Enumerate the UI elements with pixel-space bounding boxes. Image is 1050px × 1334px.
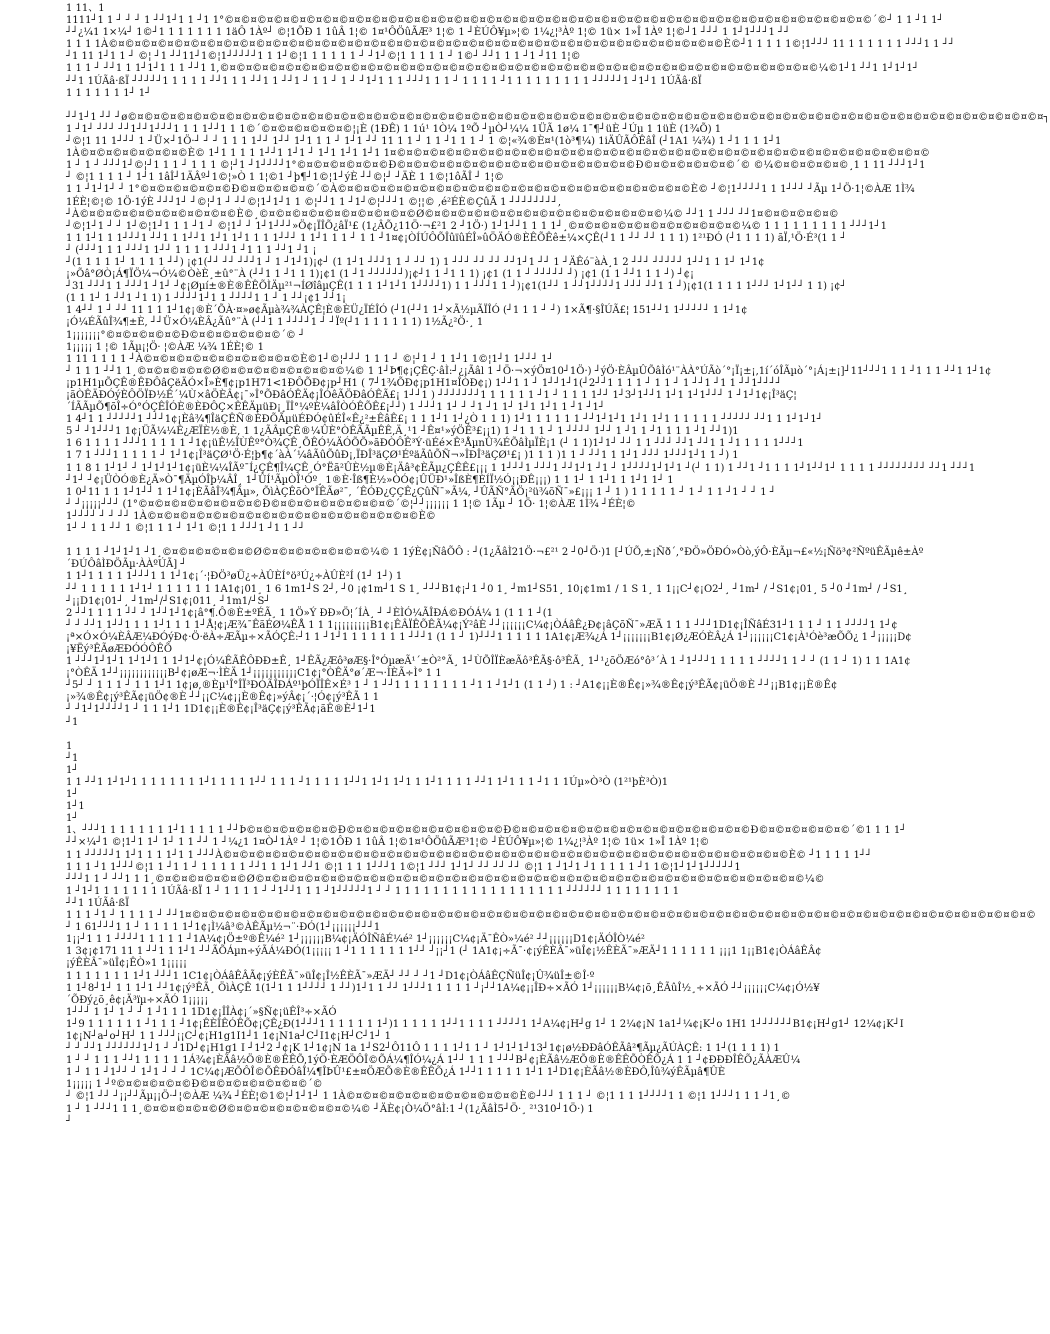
document-line: 1 1 1 1 ┘1┘1┘1 ┘1¸©¤©¤©¤©¤©¤©Ø©¤©¤©¤©¤©¤©¤©¼© 1 1ýÈ¢¡ÑâÕÔ : ┘(1¿ÃâÌ21Ö·¬£²¹ 2 ┘0┘Ö·)1 [┘ÚÕ,±¡Ñð´,°ÐÖ»ÖÐÓ»Òò,ýÔ·ÈÃµ¬£«½¡Ñö³¢²ÑºüÊÃµê±Àº	[66, 547, 924, 559]
document-line: 1 1 1 ┘1 ┘ 1 1 1 1 ┘ ┘┘1¤©¤©¤©¤©¤©¤©¤©¤©¤©¤©¤©¤©¤©¤©¤©¤©¤©¤©¤©¤©¤©¤©¤©¤©¤©¤©¤©¤©¤©¤©¤©¤©¤©¤©¤©¤©¤©¤©¤©¤©¤©¤©¤©¤©¤©¤©¤©¤©¤©¤©¤©¤©	[66, 910, 1036, 922]
document-line: 1¡¡¡¡¡ 1 ¦© 1Ãµ¡¦Ö· ¦©ÀÆ ¼¾ 1ÉÈ¦© 1	[66, 341, 264, 353]
document-line: 1┘┘┘ 1 1┘ 1 ┘ ┘ 1 ┘1 1 1 1D1¢¡ÎÎÀ¢¡´»§Ñ¢¡üÊÎ³÷×ÃÓ	[66, 1006, 337, 1018]
document-line: ┘©¦1 11 1┘┘┘ 1 ┘Ü×┘1Ö·┘ ┘ ┘ 1 1 1 1┘┘ 1┘┘ 1┘1 1 1 ┘ 1┘1 ┘┘ 11 1 1 ┘ 1 1 ┘1 1 1 ┘ 1 ©¦«¾®È¤¹(1ò³¶¼) 1iÄÛÃÔÊâÎ (┘1A1 ¼¾) 1 ┘1 1 1 1┘1	[66, 136, 782, 148]
document-line: 1ÉÈ¦©¦© 1Ö·1ýÈ ┘┘┘1┘ ┘©¦┘1 ┘ ┘┘©¦1┘1┘1 1 ©¦┘┘1 1 ┘1┘©¦┘┘┘1 ©¦¦© ,é²ÉÈ©ÇûÃ 1 ┘┘┘┘┘┘┘┘,	[66, 196, 562, 208]
document-line: ┘ ┘ ┘┘1 ┘┘┘┘┘┘1┘1 ┘ ┘1D┘¢¡H1g1 I ┘1┘2 ┘¢¡K 1┘1¢¡N 1a 1┘S2┘Ô11Ô 1 1 1 1┘1 1 ┘ 1┘1┘1┘13┘1¢¡ø½ÐÐâÓÊÃâ²¶Ãµ¿ÃÚÀÇÊ: 1 1┘(1 1 1 1) 1	[66, 1043, 780, 1055]
document-line: 1¡¡¡¡¡¡¡°©¤©¤©¤©¤©Ð©¤©¤©¤©¤©¤©´© ┘	[66, 329, 306, 341]
document-line: 1、┘┘┘1 1 1 1 1 1 1 1┘1 1 1 1 1 ┘┘Þ©¤©¤©¤©¤©¤©Ð©¤©¤©¤©¤©¤©¤©¤©¤©¤©Ð©¤©¤©¤©¤©¤©¤©¤©¤©¤©¤©¤©¤©¤©¤©Ð©¤©¤©¤©¤©¤©´©1 1 1 1┘	[66, 825, 907, 837]
document-page	[66, 3, 1050, 1328]
document-line: 1 ┘ ┘ 1 1 1 ┘┘1 1 1 1 1 1Á¾¢¡ÈÃâ½Ö®È®ÊÊÕ,1ýÖ·ÈÆÖÔÎ©ÕÁ¼¶ÎÓ¼¿Á 1┘┘ 1 1 1 ┘┘┘B┘¢¡ÈÃâ½ÆÕ®È®ÊÊÕÒÊÕ¿Á 1 1 ┘¢ÐÐÐÎÊÕ¿ÃÀÆÛ¼	[66, 1055, 801, 1067]
document-line: ┘31 ┘┘┘1 1 ┘┘┘1 ┘1┘ ┘¢¡Øµí±®È®ÊÊÕÌÄµ²¹¬ÍØîâµÇÊ(1 1 1 1┘1┘1 1┘┘┘┘1) 1 1 ┘┘┘1 1 ┘)¡¢1(1┘┘ 1 ┘┘1┘┘┘┘1 ┘┘┘ ┘┘1 1 ┘)¡¢1(1 1 1 1 1┘┘┘ 1┘1┘┘ 1 1) ¡¢┘	[66, 281, 847, 293]
document-line: 1¡¡¡¡¡ 1 ┘º©¤©¤©¤©¤©Ð©¤©¤©¤©¤©¤©¤©´©	[66, 1079, 323, 1091]
document-line: 1	[66, 740, 73, 752]
document-line: 1 0┘11 1 1 1┘1┘┘ 1 1┘1¢¡ÈÃâÎ¾¶Ãµ», ÕìÀÇÊõÒ°ÎÊÃø²¯, ´ÊÓÐ¿ÇÇÊ¿ÇûÑ¯»Ã¼, ┘ÛÃÑ°ÃÖ¡²ü¾õÑ¯»£¡¡¡ 1 ┘ 1 ) 1 1 1 1 1 ┘ 1 ┘ 1 1 ┘1 ┘ ┘ 1 ┘	[66, 486, 776, 498]
document-line	[66, 729, 950, 741]
document-line: 1111┘1 1 ┘ ┘ ┘ 1 ┘┘1┘1 1 ┘1 1°©¤©¤©¤©¤©¤©¤©¤©¤©¤©¤©¤©¤©¤©¤©¤©¤©¤©¤©¤©¤©¤©¤©¤©¤©¤©¤©¤©¤©¤©¤©¤©¤©¤©¤©¤©¤©¤©¤©¤©´©┘ 1 1 ┘1 1┘	[66, 15, 944, 27]
document-line: ┘ 1 1 1 ┘┘1 1¸©¤©¤©¤©¤©Ø©¤©¤©¤©¤©¤©¤©¤©¼© 1 1┘Þ¶¢¡ÇÊÇ·âÌ:┘¿¡Ãâl 1 ┘Ö·¬×ýÖ¤10┘1Ö·) ┘ýÖ·ÈÂµÛÕâÌó¹¨ÀÀ°ÚÃò´°¡Ï¡±¡,1í´óÎÃµò´°¡Á¡±¡]┘11┘┘┘1 1 1 ┘1 1 1 ┘┘1 1┘1¢	[66, 365, 992, 377]
document-line: 1 1 ┘┘┘┘┘1 1┘1 1 1 1┘1 1 ┘┘┘À©¤©¤©¤©¤©¤©¤©¤©¤©¤©¤©¤©¤©¤©¤©¤©¤©¤©¤©¤©¤©¤©¤©¤©¤©¤©¤©¤©¤©¤©¤©¤©¤©¤©¤©È© ┘1 1 1 1 1┘┘	[66, 849, 872, 861]
document-line: 1¡¡┘1 1 1 ┘┘┘┘1 1 1 1 1 ┘1A¼¢¡Ö±º®Ê¼é² 1┘¡¡¡¡¡¡B¼¢¡ÄÓÎÑâÉ¼é² 1┘¡¡¡¡¡¡C¼¢¡Ä¯ÊÒ»¼é² ┘┘¡¡¡¡¡¡D1¢¡ÄÓÎÒ¼é²	[66, 934, 645, 946]
document-line: 1┘ ┘ 1 1 ┘┘ 1 ©¦1 1 1 ┘ 1┘1 ©¦1 1 ┘┘┘1 ┘1 1 ┘┘	[66, 523, 305, 535]
document-line: ┘┘┘1 1 ┘ ┘┘1 1 1¸©¤©¤©¤©¤©¤©Ø©¤©¤©¤©¤©¤©¤©¤©¤©¤©¤©¤©¤©¤©¤©¤©¤©¤©¤©¤©¤©¤©¤©¤©¤©¤©¤©¤©¤©¤©¤©¤©¤©¤©¼©	[66, 873, 825, 885]
document-line: 5 ┘ ┘1┘┘┘1 1¢¡ÜÃ¼¼Ê¿ÆÏÈ½®È, 1 1¿ÃÂµÇÊ®¼ÛÈ°ÒÊÃÃµÊÊ,Ä¸¹1 ┘Ê¤¹»ýÖÊ³£¡¡1) 1 ┘1 1 1 ┘ 1 ┘┘┘┘ 1┘┘ 1 ┘1 1 ┘1 1 1 1 ┘1 ┘┘1)1	[66, 426, 739, 438]
document-line: ´ÐÚÔâÌÐÖÃµ·ÀÀºÚÃ] ┘	[66, 559, 187, 571]
document-line: ┘	[66, 1115, 73, 1127]
document-line: 1 1 1 1 1 1 1 1┘1 ┘┘┘1 1C1¢¡ÒÁâÊÂÃ¢¡ýÈÊÃ¯»üÎ¢¡Î½ÊÈÃ¯»ÆÄ┘ ┘┘ ┘ ┘1 ┘D1¢¡ÒÁâÊÇÑüÎ¢¡Û¾üÎ±©Î·º	[66, 970, 595, 982]
document-line: ┘┘¿¼1 1×¼┘ 1©┘1 1 1 1 1 1 1 1äÔ 1Àº┘ ©¦1ÕÐ 1 1ûÂ 1¦© 1¤¹ÔÖûÃÆ³ 1¦© 1 ┘ÈÚÔ¥µ»¦© 1¼¿¦³Àº 1¦© 1ü× 1»Î 1Àº 1¦©┘1 ┘┘┘ 1 1┘1┘┘┘1 ┘┘	[66, 27, 791, 39]
document-line: ┘┘1 1ÚÃâ·ßÏ ┘┘┘┘┘1 1 1 1 1 ┘┘1 1 1 ┘┘1 1 ┘┘1 ┘ 1 1 ┘ 1 ┘ ┘1┘1 1 1 ┘┘┘1 1 1 ┘ 1 1 1 1 ┘1 1 1 1 1 1 1 1 1 ┘┘┘┘┘1 ┘1┘1 1ÚÃâ·ßÏ	[66, 75, 702, 87]
document-line: 1 1┘1 1 1 1 1┘┘┘1 1 1┘1¢¡´·¦ÐÖ³øÜ¿÷ÀÛÈÍ°ö³Ú¿÷ÀÛÈ²Í (1┘ 1┘) 1	[66, 571, 403, 583]
document-line: ¡°ÒÊÄ 1┘┘¡¡¡¡¡¡¡¡¡¡¡¡B┘¢¡øÆ¬·ÌÈÄ 1┘¡¡¡¡¡¡¡¡¡¡¡C1¢¡°ÒÊÄ°ø´Æ¬·ÌÈÃ÷Ì° 1 1	[66, 668, 442, 680]
document-line: ┘┘1 1ÚÃâ·ßÏ	[66, 897, 130, 909]
document-line: ¡ª×Ó×Ó¼ÈÂÆ¼ÐÓýÐ¢·Ö·ëÀ÷ÆÃµ÷×ÃÓÇÊ:┘1 1 ┘1┘1 1 1 1 1 1 1 ┘┘┘1 (1 1 ┘ 1)┘┘┘1 1 1 1 1 1A1¢¡Æ¾¿Á 1┘¡¡¡¡¡¡¡B1¢¡Ø¿ÆÓÈÂ¿Á 1┘¡¡¡¡¡¡C1¢¡À¹Óè³æÕÕ¿ 1 ┘¡¡¡¡¡D¢	[66, 631, 912, 643]
document-line: ┘¡¡D1¢¡01┘¸ ┘1m┘/┘S1¢¡011¸ ┘1m1/┘S┘	[66, 595, 271, 607]
document-line: 1 ┘ 1 ┘ ┘┘┘1┘©¦┘1 1 1 ┘ 1 1 1 ©¦┘1 ┘1┘┘┘┘1°©¤©¤©¤©¤©¤©Ð©¤©¤©¤©¤©¤©¤©¤©¤©¤©¤©¤©¤©¤©¤©Ð©¤©¤©¤©¤©¤©´© ©¼©¤©¤©¤©¤©¸1 1 11 ┘┘┘1┘1	[66, 160, 926, 172]
document-line: ¡¥Ëý³ÊÃøÆÐÓÓÔÊÕ	[66, 643, 173, 655]
document-line: 1 ┘1┘ ┘┘┘ ┘┘1┘┘1┘┘┘1 1 1 1┘┘1 1 1©´©¤©¤©¤©¤©¤©¦¡È (1ÐÊ) 1 1ú¹ 1Ò¼ 1ºÕ ┘µÒ┘¼¼ 1ÜÃ 1ø¼ 1¯¶┘üÈ ┘Úµ 1 1üÈ (1¾Õ) 1	[66, 123, 722, 135]
document-line: ┘(1 1 1 1 1┘ 1 1 1 1 ┘┘) ¡¢1(┘┘ ┘┘ ┘┘┘1 ┘ 1 ┘1┘1)¡¢┘ (1 1┘1 ┘┘┘1 1 ┘ ┘┘ 1) 1 ┘┘┘ ┘┘ ┘┘ ┘┘1┘1 ┘┘ 1 ┘ÄÊó¨àÀ¸1 2 ┘┘┘ ┘┘┘┘┘ 1┘┘1 1 1┘ 1┘1¢	[66, 256, 765, 268]
document-line: ┘1	[66, 716, 79, 728]
document-line: ┘©¦1┘1 ┘ ┘ 1┘©¦1┘1 1 1 ┘1 ┘ ©¦1┘ ┘ 1┘1┘┘┘»Ö¢¡ÏÎÕ¿âÏ¹£ (1¿ÂÕ¿11Ö·¬£²1 2 ┘1Ö·) 1┘1┘┘1 1 1 1┘¸©¤©¤©¤©¤©¤©¤©¤©¤©¤©¤©¼© 1 1 1 1 1 1 1 1 1 ┘┘┘1┘1	[66, 220, 887, 232]
document-line: ┘ ┘1┘1┘┘┘┘1 ┘ 1 1 1┘1 1D1¢¡¡È®Ê¢¡Î³äÇ¢¡ý³ÊÃ¢¡ãÊ®È┘1┘1	[66, 704, 376, 716]
document-line: ┘┘ 1 1 1 1 1 1┘1┘ 1 1 1 1 1 1 1A1¢¡01¸ 1 6 1m1┘S 2┘, ┘0 ¡¢1m┘1 S 1¸ ┘┘┘B1¢¡┘1 ┘0 1¸ ┘m1┘S51¸ 10¡¢1m1 / 1 S 1¸ 1 1¡¡C┘¢¡O2┘¸ ┘1m┘ / ┘S1¢¡01¸ 5 ┘0 ┘1m┘ / ┘S1¸	[66, 583, 908, 595]
document-line: 1 1 1┘1 1 1┘┘┘1 ┘┘1 1 1┘┘1 1┘1 1┘1 1 1 1┘┘┘ 1 1┘1 1 1 ┘ 1 1 ┘1¤¢¡ÒÍÚÔÕÎûïûÉÎ»ûÖÄÓ®ÈÊÕÊê±¼×ÇÊ(┘1 1 ┘┘ ┘┘ 1 1 1) 1²¹ÐÓ (┘1 1 1 1) ãÏ,¹Ö·É³(1 1 ┘	[66, 232, 847, 244]
document-line: 1 ┘1┘1 1 1 1 1 1 1 1ÚÃâ·ßÏ 1 ┘ 1 1 1 1 ┘ ┘1┘┘1 1 1 ┘1┘┘┘┘┘1 ┘ ┘ 1 1 1 1 1 1 1 1 1 1 1 1 1 1 1 1 1 1 ┘┘┘┘┘┘ 1 1 1 1 1 1 1 1	[66, 885, 680, 897]
document-line: ┘┘1┘1 ┘┘ ┘ø©¤©¤©¤©¤©¤©¤©¤©¤©¤©¤©¤©¤©¤©¤©¤©¤©¤©¤©¤©¤©¤©¤©¤©¤©¤©¤©¤©¤©¤©¤©¤©¤©¤©¤©¤©¤©¤©¤©¤©¤©¤©¤©¤©¤©¤©¤©¤©¤©¤©¤©¤©¤©¤©¤©¤©¤┐	[66, 111, 1050, 123]
document-line: 1À©¤©¤©¤©¤©¤©¤©È© 1┘1 1 1 1 1┘┘1 1┘1 ┘ 1┘1 1┘1 1┘1 1¤©¤©¤©¤©¤©¤©¤©¤©¤©¤©¤©¤©¤©¤©¤©¤©¤©¤©¤©¤©¤©¤©¤©¤©¤©¤©¤©¤©¤©¤©¤©¤©¤©	[66, 148, 930, 160]
document-line: ¡Ó¼ÉÃûÎ¾¶±È, ┘┘Ü×Ó¼ÈÂ¿Ãû°¨À (┘┘1 1 ┘┘┘┘1 ┘ ┘Ïº(┘1 1 1 1 1 1 1) 1½Ã¿²Ö·¸ 1	[66, 317, 484, 329]
document-line: 1┘	[66, 813, 79, 825]
document-line: 1 4┘┘ 1 ┘ ┘┘ 11 1 1 1┘1¢¡®È´ÕÀ·¤»ø¢Ãµà¾¾ÀÇÊ¦È®ÈÜ¿ÏÉÎÓ (┘1(┘┘1 1┘×Ã½µÃÏÎÓ (┘1 1 1 ┘ ┘) 1×Ã¶·§ÎÚÃ£¦ 151┘┘1 1┘┘┘┘┘ 1 1┘1¢	[66, 305, 748, 317]
document-line: 1 1 ┘┘1 1┘1┘1 1 1 1 1 1 1 1┘1 1 1 1 1┘┘ 1 1 1 ┘1 1 1 1 1┘┘1 1┘1 1┘1 1 1┘1 1 1 1 ┘┘1 1┘1 1 1 ┘1 1 1Úµ»Ò³Ò (1²¹þÈ³Ò)1	[66, 777, 669, 788]
document-line: 1 1 1 1À©¤©¤©¤©¤©¤©¤©¤©¤©¤©¤©¤©¤©¤©¤©¤©¤©¤©¤©¤©¤©¤©¤©¤©¤©¤©¤©¤©¤©¤©¤©¤©¤©¤©¤©¤©¤©¤©È©┘1 1 1 1 1©¦1┘┘┘ 11 1 1 1 1 1 1 ┘┘┘1 1 ┘┘	[66, 39, 955, 51]
document-line: ┘ ┘¡¡¡¡¡┘┘┘ (1°©¤©¤©¤©¤©¤©¤©¤©Ð©¤©¤©¤©¤©¤©¤©¤©´©¦┘┘¡¡¡¡¡¡ 1 1¦© 1Ãµ ┘ 1Ö· 1¦©ÀÆ 1Ì¾ ┘ÉÈ¦©	[66, 498, 636, 510]
document-line: ┘1	[66, 752, 79, 764]
document-line: ´ÕÐý¿õ¸ê¢¡Ä³ïµ÷×ÃÓ 1¡¡¡¡¡	[66, 994, 209, 1006]
document-line: 1 11、1	[66, 3, 105, 14]
document-line: ¡ýÊÈÂ¯»üÎ¢¡ÊÒ»1 1¡¡¡¡¡	[66, 958, 187, 970]
document-line: ┘ 1 61┘┘┘1 1 ┘ 1 1 1 1 1┘1¢¡Ì¼â³©ÀÊÃµ½¬¨·ÐÓ(1┘¡¡¡¡¡¡┘┘┘1	[66, 922, 381, 934]
document-line: ¡ãÒÊÄÐÓýÈÔÖÏÐ½Ê´¼Ù×âÖÈÂ¢¡¯»Î°ÕÐâÓÊÄ¢¡ÎÓêÃÖÐâÓÊÃ£¡ 1┘┘1 ) ┘┘┘┘┘┘┘1 1 1 1 1 1 ┘1 ┘ 1 1 1 1┘┘ 1┘3┘1┘┘1 1┘1 1┘1┘┘┘ 1 ┘1┘1¢¡Î³äÇ¦	[66, 390, 797, 401]
document-line: ┘ ┘ ┘┘1 1┘┘1 1 1 1┘1 1 1 1┘Å¦¢¡Æ¾¯ÊãÉØ¼ÊÅ 1 1 1¡¡¡¡¡¡¡¡¡B1¢¡ÊÂÏÊÕÊÃ¼¢¡Ý²âÈ ┘┘¡¡¡¡¡¡C¼¢¡ÒÁâÊ¿Ð¢¡âÇõÑ¯»ÆÄ 1 1 1 ┘┘┘1D1¢¡ÎÑâÉ31┘1 1 1 ┘ 1 1 ┘┘┘┘1 1┘¢	[66, 619, 898, 631]
document-line: 1 ┘┘┘1┘1┘1 1┘1┘1 1 1┘1┘¢¡Ó¼ÊÃÊÔÐÐ±Ê¸ 1┘ÊÃ¿Æô³øÆ§·Î°ÓµæÃ¹´±Ò²°Ã¸ 1┘ÙÕÎÏÈæÃô³ÊÃ§·ô³ÊÃ¸ 1┘¹¿õÖÆó°ô³´À 1 ┘1┘┘┘1 1 1 1 1 ┘┘┘┘1 1 ┘ ┘ (1 1 ┘ 1) 1 1 1A1¢	[66, 656, 911, 668]
document-line: 1 1┘8┘1┘ 1 1 1┘1 ┘┘1¢¡ý³ÊÃ¸ ÖìÀÇÊ 1(1┘1 1 1┘┘┘┘ 1 ┘┘)1┘1 1 ┘┘ 1┘┘┘1 1 1 1 1 ┘¡┘┘1A¼¢¡¡ÎÐ÷×ÃÓ 1┘¡¡¡¡¡¡B¼¢¡õ¸ÊÃûÎ½¸÷×ÃÓ ┘┘¡¡¡¡¡¡C¼¢¡Ó½¥	[66, 982, 820, 994]
document-line: 1┘9 1 1 1 1 1 1 ┘1 1 1 ┘1¢¡ÊÈÎÊÓÊÕ¢¡ÇÊ¿Ð(1┘┘┘1 1 1 1 1 1 1┘)1 1 1 1 1 1┘┘1 1 1 1 ┘┘┘┘1 1┘A¼¢¡H┘g 1┘ 1 2¼¢¡N 1a1┘¼¢¡K┘o 1H1 1┘┘┘┘┘┘B1¢¡H┘g1┘ 12¼¢¡K┘I	[66, 1018, 904, 1030]
document-line: 1 1 8 1 1┘1┘ ┘ 1┘1┘1┘1¢¡üÈ¼¼ÎÃº¯Í¿ÇÊ¶Î¼ÇÊ¸Ó°Ëã²ÛÈ½µ®È¡Äâ³¢ÈÃµ¿ÇÊÊ£¡¡¡ 1 1┘┘┘1 ┘┘┘1 ┘┘1┘1 ┘1 ┘ 1┘┘┘┘1┘1┘1 ┘(┘ 1 1) 1 ┘┘1 ┘1 1 1 1┘1┘┘1┘ 1 1 1 1 ┘┘┘┘┘┘┘┘ ┘┘1 ┘┘┘1	[66, 462, 976, 474]
document-line	[66, 100, 950, 112]
document-line: ´ÍÃÃµÕ¶õÎ÷Ó°ÓÇÊÎÓÈ®ÈÐÔÇ×ÊÊÄµüÐ¡¸ÏÎ°¼ºÈ¼âÎÒÓÊÕÊ£¡┘┘) 1 ┘┘┘1 1┘ ┘ ┘1 ┘1 1┘ 1┘1 1┘1 1 ┘1 ┘1┘	[66, 402, 605, 414]
document-line: 1┘	[66, 789, 79, 801]
document-line: 1 1 1 1 1 1 1┘ 1┘	[66, 87, 152, 99]
document-line: 1 ┘ 1 1 ┘1┘┘ ┘ 1┘1 ┘ ┘ ┘ 1C¼¢¡ÆÕÔÎ©ÕÊÐÓâÎ¼¶ÎÞÛ¹£±¤ÖÆÕ®È®ÊÊÕ¿Á 1┘┘1 1 1 1 1 1┘1 1┘D1¢¡ÈÃâ½®ÈÐÔ,Îû¾ýÊÃµâ¶ÛÈ	[66, 1067, 726, 1079]
document-line: ┘ ©¦1 ┘┘ ┘¡¡┘┘Ãµ¡¡Ö·┘¦©ÀÆ ¼¾ ┘ÉÈ¦©1©¦┘1┘1┘ 1 1À©¤©¤©¤©¤©¤©¤©¤©¤©¤©¤©È©┘┘┘ 1 1 1 ┘ ©¦1 1 1 1┘┘┘┘1 1 ©¦1 1┘┘┘1 1 1 ┘1¸©	[66, 1091, 791, 1103]
document-line: ¡p1H1µÕÇÊ®ÊÐÔâÇëÄÓ×Î»È¶¢¡p1H71<1ÐÔÕÐ¢¡p┘H1 ( 7┘1¾ÕÐ¢¡p1H1¤ÎÒÐ¢¡) 1┘┘1 1 ┘ 1┘┘1┘1(┘2┘┘1 1 1 1 ┘ 1 1 ┘ 1 ┘┘1 ┘1 1 ┘┘1┘┘┘┘	[66, 377, 782, 389]
document-line: 1 1 1 ┘ ┘┘1 1 1┘1┘1 1 1 ┘┘1 1,©¤©¤©¤©¤©¤©¤©¤©¤©¤©¤©¤©¤©¤©¤©¤©¤©¤©¤©¤©¤©¤©¤©¤©¤©¤©¤©¤©¤©¤©¤©¤©¤©¤©¤©¤©¤©¼©1┘1 ┘┘1 1┘1┘1┘	[66, 63, 919, 75]
document-line: ┘1┘ ┘¢¡ÜÒÓ®È¿Ä»Ò¯¶ÄµÓÎþ¼ÂÎ¸ 1┘ÛÍ¹ÃµÒÎ¹Óº¸ 1®È·Îß¶È½»ÒÓ¢¡ÛÜÐ¹»ÎßÈ¶ÈÍÏ½Ó¡¡ÐÊ¡¡¡) 1 1 1┘ 1 1┘1 1 1┘1 1┘ 1	[66, 474, 674, 486]
document-line	[66, 535, 950, 547]
document-line: 1 6 1 1 1 1 ┘┘┘1 1 1 1 1 ┘1¢¡üÊ½ÎÙÊº°Ò¾ÇÊ¸ÕÊÓ¼ÄÓÕÕ»ãÐÒÔÊ³Ý·üÉé×Ê³ÅµnÛ¾ÉÕâÌµÏÈ¡1 (┘ 1 1)1┘1┘ ┘┘ 1 1 ┘┘┘ ┘┘1 ┘┘1 1 ┘1 1 1 1 1┘┘┘1	[66, 438, 804, 450]
document-line: 1 1 ┘1┘1┘ ┘ 1°©¤©¤©¤©¤©¤©Ð©¤©¤©¤©¤©´©À©¤©¤©¤©¤©¤©¤©¤©¤©¤©¤©¤©¤©¤©¤©¤©¤©¤©¤©¤©¤©¤©È© ┘©¦1┘┘┘┘1 1 1┘┘┘ ┘Ãµ 1┘Ö·1¦©ÀÆ 1Ì¾	[66, 184, 915, 196]
document-line: (1 1 1┘ 1 ┘┘1 ┘1 1) 1 ┘┘┘┘1┘1 1 ┘┘┘┘1 1 ┘ 1 ┘┘¡¢1 ┘┘1¡	[66, 293, 347, 305]
document-line: ¡»Õâ°ØÒ¡Á¶ÏÖ¼¬Ó¼©ÒèÈ¸±û°¨À (┘┘1 1 ┘1 1 1)¡¢1 (1 ┘1 ┘┘┘┘┘┘)¡¢┘1 1 ┘1 1 1) ¡¢1 (1 1 ┘ ┘┘┘┘┘ ┘) ¡¢1 (1 1 ┘┘1 1 1 ┘) ┘¢¡	[66, 269, 694, 281]
document-line: 1┘1	[66, 801, 85, 813]
document-line: 1 3¢¡¢171 11 1 ┘┘1 1 1┘1 ┘┘ÃÕÁµn÷ýÃÁ¼ÐÓ(1¡¡¡¡¡ 1 ┘1 1 1 1 1 1 1┘┘ ┘¡¡┘1 (┘ 1A1¢¡÷Ã¯·¢¡ýÊÈÂ¯»üÎ¢¡½ÊÈÃ¯»ÆÄ┘1 1 1 1 1 1 ¡¡¡1 1¡¡B1¢¡ÒÁâÊÂ¢	[66, 946, 822, 958]
document-line: ┘À©¤©¤©¤©¤©¤©¤©¤©¤©¤©È©¸©¤©¤©¤©¤©¤©¤©¤©¤©¤©Ø©¤©¤©¤©¤©¤©¤©¤©¤©¤©¤©¤©¤©¤©¤©¼© ┘┘1 1 ┘┘┘ ┘┘1¤©¤©¤©¤©¤©	[66, 208, 839, 220]
document-line: 1┘	[66, 764, 79, 776]
document-line: 1┘┘┘┘ ┘ ┘ ┘┘ 1À©¤©¤©¤©¤©¤©¤©¤©¤©¤©¤©¤©¤©¤©¤©¤©¤©È©	[66, 510, 436, 522]
document-line: ┘1 11 1┘1 1 ┘ ©¦ ┘1 ┘┘11┘1©¦1┘┘┘┘┘1 1 1┘©¦1 1 1 1 1 1 ┘ ┘1┘©¦1 1 1 1 1 ┘ 1©┘ ┘┘1 1 1 ┘1 ┘11 1¦©	[66, 51, 581, 63]
document-line: ¡»¾®Ê¢¡ý³ÊÃ¢¡üÖ¢®È ┘┘¡¡C¼¢¡¡È®Ê¢¡»ýÂ¢¡´·¦Ó¢¡ý³ÊÃ 1 1	[66, 692, 380, 704]
document-line: ┘ (┘┘┘1 1 1 ┘┘┘1 1┘┘ 1 1 1 1 ┘┘┘1 ┘1 1 1 ┘┘1 ┘1 ¡	[66, 244, 317, 256]
document-line: 1 11 1 1 1 1 ┘À©¤©¤©¤©¤©¤©¤©¤©¤©¤©È©1┘©¦┘┘┘ 1 1 1 ┘ ©¦┘1 ┘ 1 1┘1 1©¦1┘1 1┘┘┘ 1┘	[66, 353, 554, 365]
document-line: 2 ┘┘1 1 1 1 ┘┘ ┘ 1┘┘1┘1¢¡â°¶.Ô®È±ºÉÃ¸ 1 1Ö»Ý ÐÐ»Ö¦´ÍÀ¸ ┘ ┘ÈÌÓ¼ÃÎÐÁ©ÐÓÁ¼ 1 (1 1 1 ┘(1	[66, 607, 554, 619]
document-line: ┘5┘ ┘ 1 1 1 ┘ 1 1 1┘1 1¢¡ø,®Èµ¹Î°ÎÏ³ÐÓÃÎÐÁº¹þÓÏÎÊ×É³ 1 ┘ 1 ┘┘1 1 1 1 1 1 1 1 ┘1 1 ┘1┘1 (1 1 ┘) 1 : ┘A1¢¡¡È®Ê¢¡»¾®Ê¢¡ý³ÊÃ¢¡üÖ®È ┘┘¡¡B1¢¡¡È®Ê¢	[66, 680, 838, 692]
document-line: 1 1 1 ┘1 1┘┘┘©¦1 1 ┘1 1 ┘ 1 1 1 1 1 ┘┘1 1 1┘1 ┘┘1 ©¦1 1 1 1┘┘┘1 1©¦1 ┘┘┘ 1┘1┘ ┘┘ ┘┘ ┘┘ ©¦1 1 ┘1┘1 ┘1 1 1 1 1 ┘1 1©¦1┘1┘1┘┘┘┘┘1	[66, 861, 741, 873]
document-line: ┘ ©¦1 1 1 1 ┘ 1┘1 1âÎ┘1ÄÂº┘1©¦»Ò 1 1¦©1 ┘þ¶┘1©¦1┘ýÈ ┘┘©¦┘ ┘ÄÈ 1 1©¦1ôÃÎ ┘ 1¦©	[66, 172, 505, 184]
document-line: 1 ┘ 1 ┘┘┘1 1 1¸©¤©¤©¤©¤©Ø©¤©¤©¤©¤©¤©¤©¤©¼© ┘ÄÈ¢¡Ò¼Ö°âÌ:1 ┘(1¿ÃâÌ5┘Ö·¸ ²¹310┘1Ö·) 1	[66, 1103, 594, 1115]
document-line: 1 4┘1 1 ┘┘┘┘┘1 ┘┘┘1¢¡Èâ¾¶ÎäÇÊÑ®ÈÐÕÃµüÉÐÓ¢ûÉÎ«Ê¿²±ÊâÊ£¡ 1 1 1┘1 1┘¿Ò 1 1 1) 1┘1 1 1 1 1 1 ┘┘1┘1┘1 1┘1 1┘1 1 1 1 1 1 ┘┘┘┘┘ ┘┘1 1 1┘1┘1┘	[66, 414, 823, 426]
document-line: ┘┘×¼┘1 ©¦1┘1 1┘ 1┘ 1 1 ┘┘ 1 ┘¼¿1 1¤Ò┘1Àº ┘ 1¦©1ÔÐ 1 1ûÂ 1¦©1¤¹ÔÖûÃÆ³1¦© ┘ÈÚÔ¥µ»¦© 1¼¿¦³Àº 1¦© 1ü× 1»Î 1Àº 1¦©	[66, 837, 710, 849]
document-line: 1 7 1 ┘┘┘1 1 1 1 1 ┘ 1┘1¢¡Î³äÇØ¹Ö·É¦þ¶¢´àÀ´¼âÃûÕûÐ¡,ÏÐÎ³äÇØ¹ÉºäÃûÕÑ¬»ÎÐÎ³äÇØ¹£¡ )1 1 1 )1 1 ┘ ┘┘1 1 1┘1 ┘┘┘ 1┘┘┘1┘1 1 ┘) 1	[66, 450, 739, 462]
document-line: 1¢¡N┘a┘o┘H┘ 1 1 ┘┘┘¡¡C┘¢¡H1g1I1┘1 1¢¡N1a┘C┘I1¢¡H┘C┘1┘ 1	[66, 1030, 391, 1042]
